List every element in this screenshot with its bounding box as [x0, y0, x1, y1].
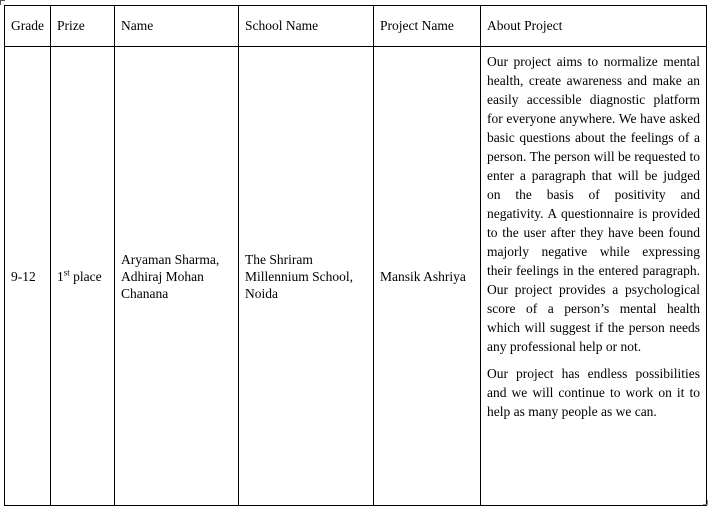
header-grade: Grade [5, 6, 51, 47]
header-about-project: About Project [481, 6, 707, 47]
prize-ordinal-suffix: st [63, 267, 70, 277]
header-name: Name [115, 6, 239, 47]
cell-about-project [481, 47, 707, 506]
award-table [4, 5, 707, 506]
about-paragraph-1: Our project aims to normalize mental health, create awareness and make an easily accessible diagnostic platform for everyone anywhere. We have asked basic questions about the feelings of a person. The person will be requested to enter a paragraph that will be judged on the basis of positivity and negativity. A questionnaire is provided to the user after they have been found majorly negative while expressing their feelings in the entered paragraph. Our project provides a psychological score of a person’s mental health which will suggest if the person needs any professional help or not. [487, 54, 700, 354]
header-prize: Prize [51, 6, 115, 47]
prize-text: place [69, 268, 102, 284]
grade-value: 9-12 [11, 268, 36, 284]
table-row [5, 47, 707, 506]
page-corner-mark-bottom [703, 500, 708, 505]
about-paragraph-2: Our project has endless possibilities and we will continue to work on it to help as many people as we can. [487, 366, 700, 419]
table-header-row [5, 6, 707, 47]
header-school-name: School Name [239, 6, 374, 47]
school-name-value: The Shriram Millennium School, Noida [245, 251, 353, 301]
student-names: Aryaman Sharma, Adhiraj Mohan Chanana [121, 251, 220, 301]
cell-school-name [239, 47, 374, 506]
prize-number: 1 [57, 268, 64, 284]
cell-prize [51, 47, 115, 506]
cell-name [115, 47, 239, 506]
project-name-value: Mansik Ashriya [380, 268, 466, 284]
header-project-name: Project Name [374, 6, 481, 47]
cell-project-name [374, 47, 481, 506]
prize-value [57, 269, 102, 284]
cell-grade [5, 47, 51, 506]
